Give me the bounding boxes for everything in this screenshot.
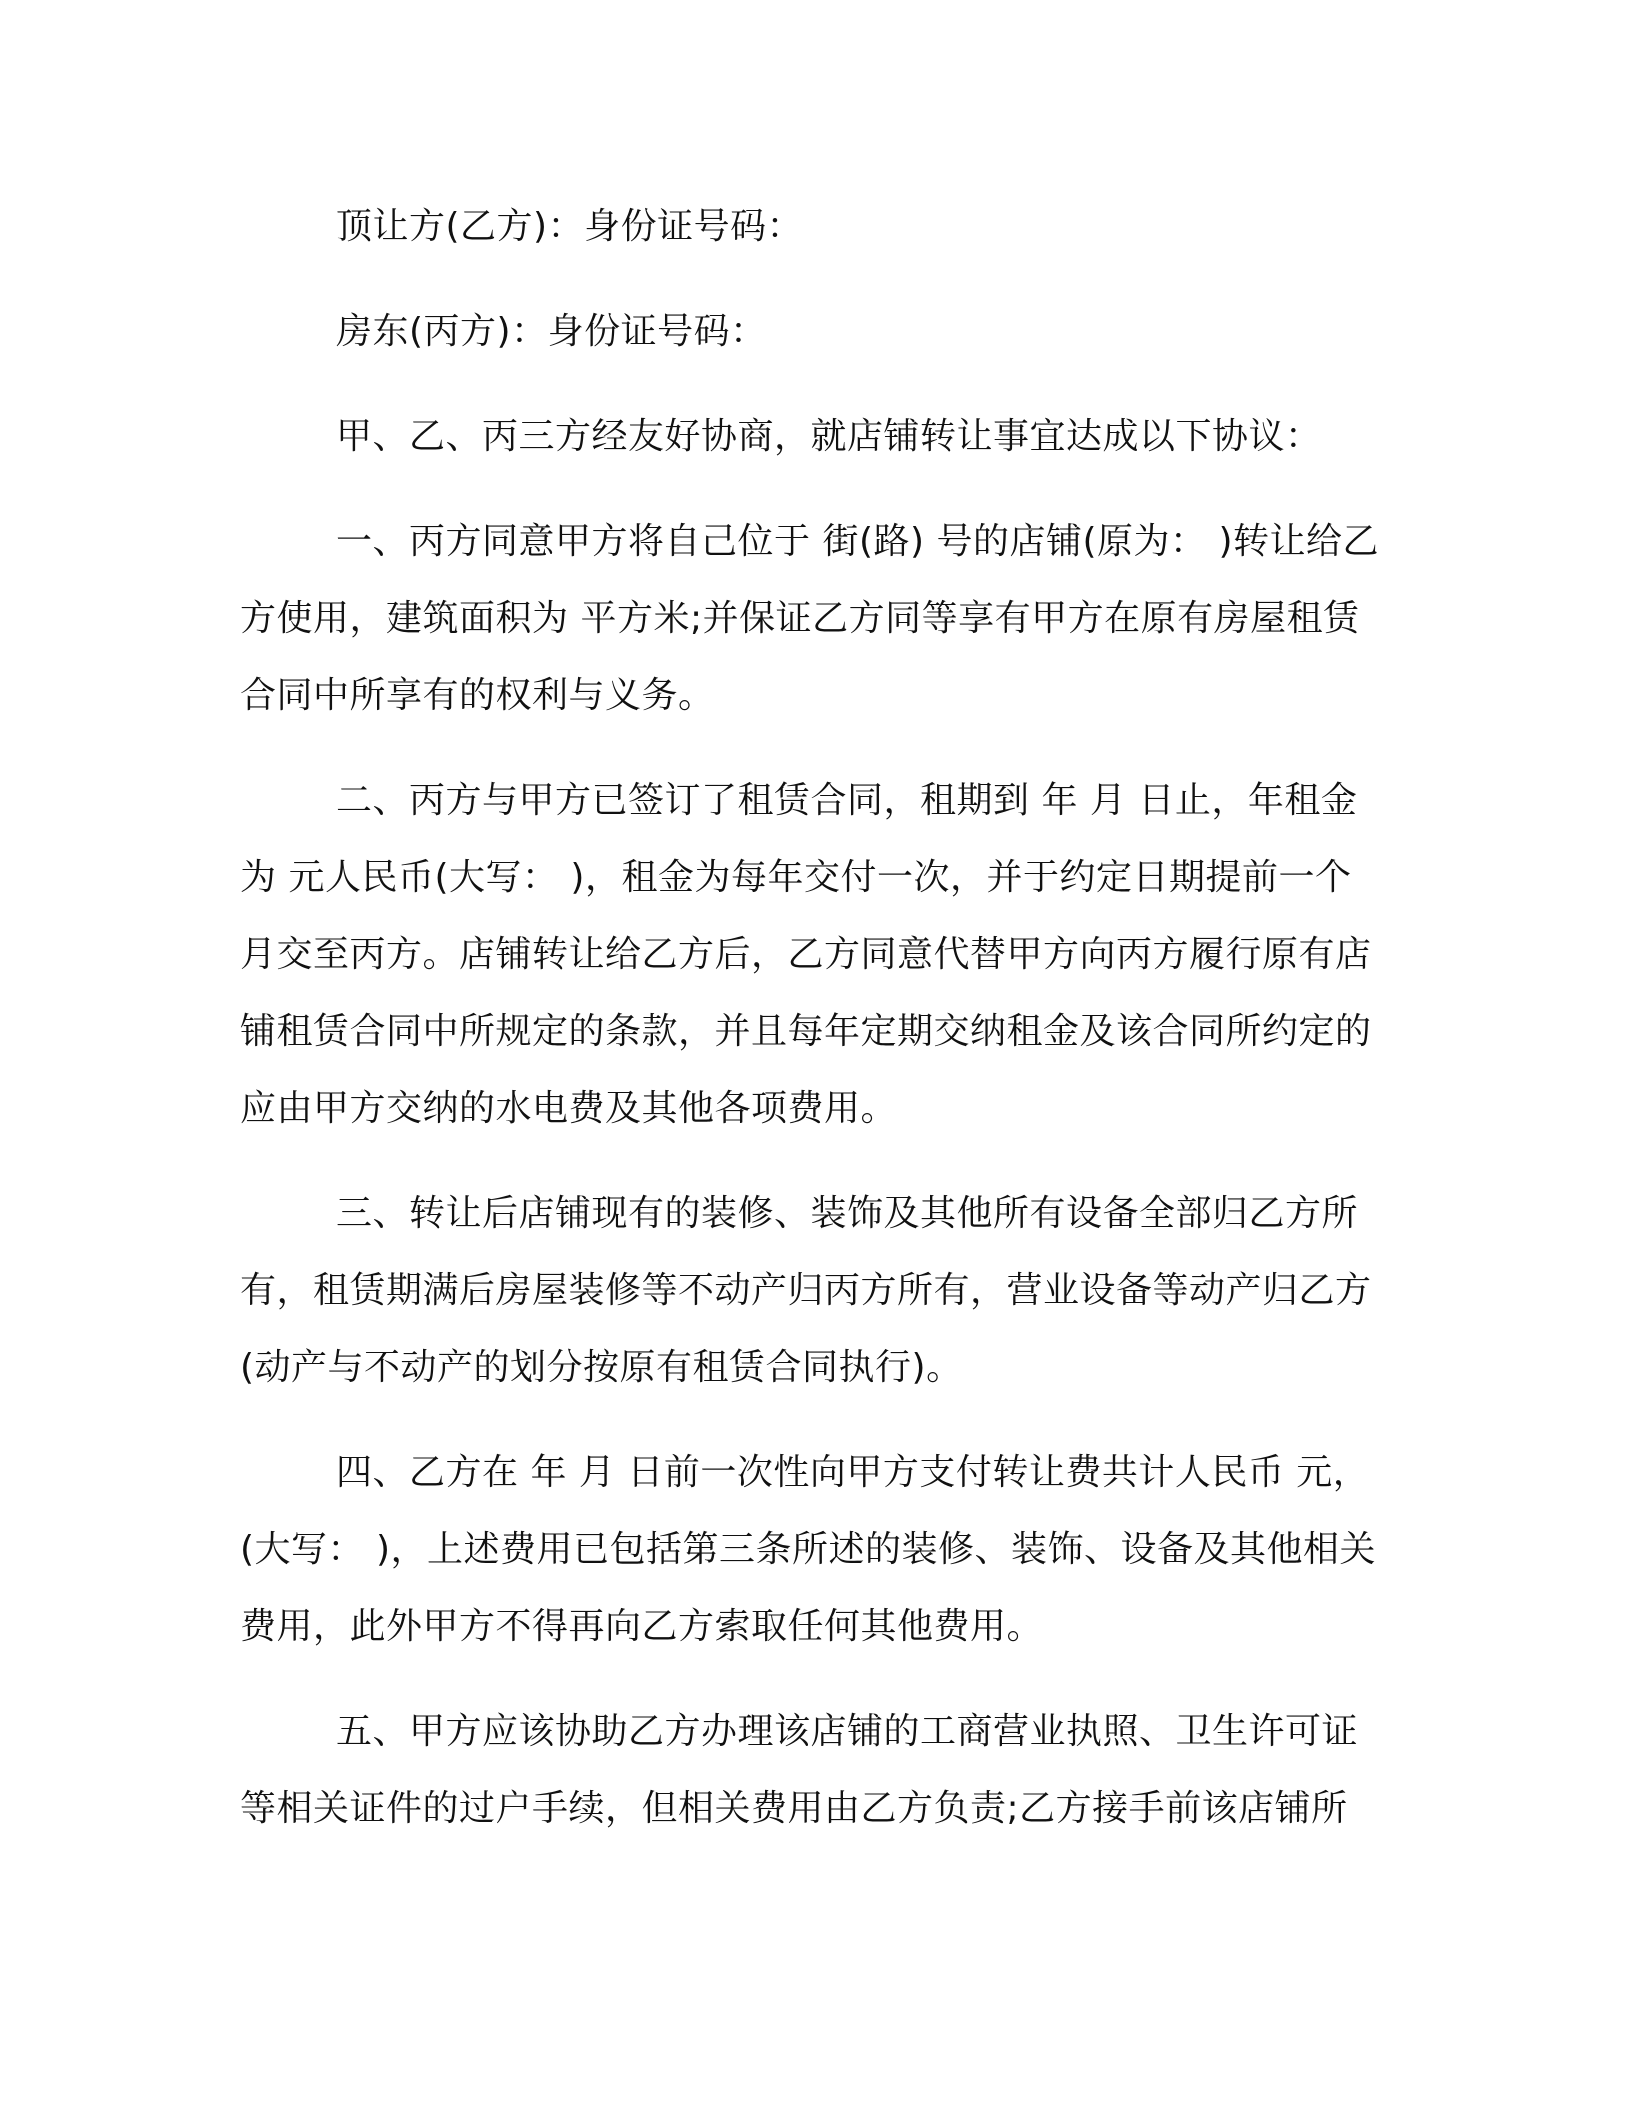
clause-2: 二、丙方与甲方已签订了租赁合同，租期到 年 月 日止，年租金为 元人民币(大写： )，租金为每年交付一次，并于约定日期提前一个月交至丙方。店铺转让给乙方后，乙方同意代替甲方向丙方履行原有店铺租赁合同中所规定的条款，并且每年定期交纳租金及该合同所约定的应由甲方交纳的水电费及其他各项费用。: [240, 780, 1372, 1129]
clause-1: 一、丙方同意甲方将自己位于 街(路) 号的店铺(原为： )转让给乙方使用，建筑面积为 平方米;并保证乙方同等享有甲方在原有房屋租赁合同中所享有的权利与义务。: [240, 521, 1380, 716]
clause-3: 三、转让后店铺现有的装修、装饰及其他所有设备全部归乙方所有，租赁期满后房屋装修等不动产归丙方所有，营业设备等动产归乙方(动产与不动产的划分按原有租赁合同执行)。: [240, 1193, 1372, 1388]
clause-5: 五、甲方应该协助乙方办理该店铺的工商营业执照、卫生许可证等相关证件的过户手续，但相关费用由乙方负责;乙方接手前该店铺所: [240, 1711, 1359, 1829]
agreement-intro: 甲、乙、丙三方经友好协商，就店铺转让事宜达成以下协议：: [336, 416, 1322, 457]
document-body: [240, 188, 1384, 1875]
party-c-line: 房东(丙方)：身份证号码：: [336, 311, 767, 352]
clause-4: 四、乙方在 年 月 日前一次性向甲方支付转让费共计人民币 元，(大写： )，上述费用已包括第三条所述的装修、装饰、设备及其他相关费用，此外甲方不得再向乙方索取任何其他费用。: [240, 1452, 1377, 1647]
party-b-line: 顶让方(乙方)：身份证号码：: [336, 206, 804, 247]
